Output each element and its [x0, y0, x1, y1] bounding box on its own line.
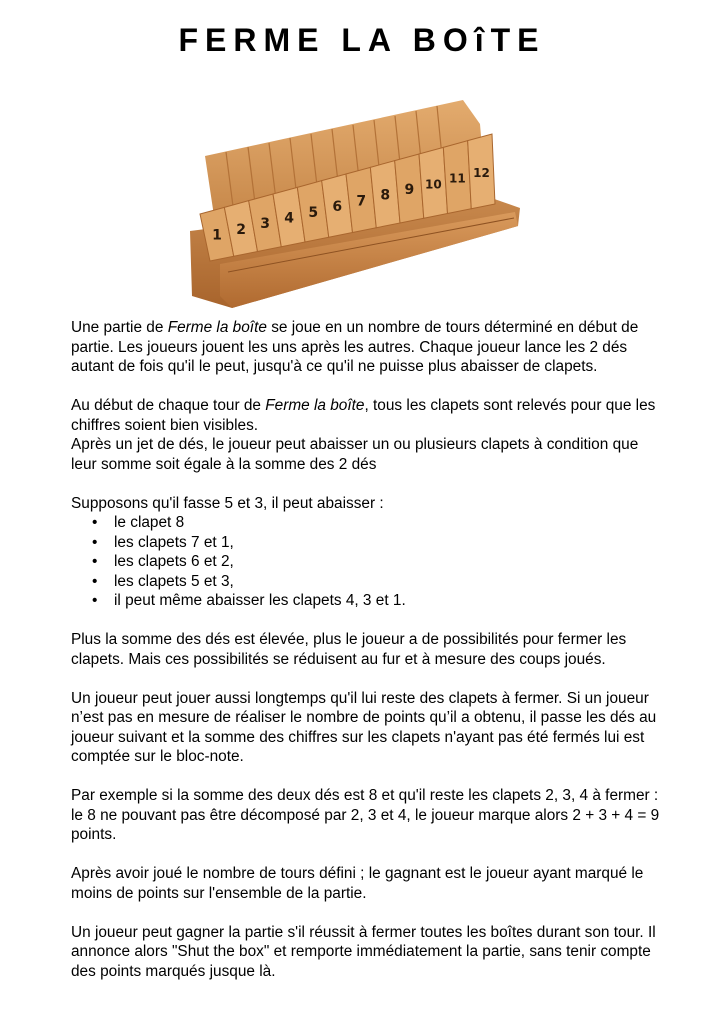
game-name: Ferme la boîte [265, 397, 365, 414]
flap-number: 6 [332, 199, 343, 216]
flap-number: 3 [260, 216, 270, 233]
flap-number: 8 [380, 187, 391, 204]
list-item: • il peut même abaisser les clapets 4, 3 et 1. [71, 591, 661, 611]
flap-number: 4 [284, 210, 294, 227]
list-item: • les clapets 6 et 2, [71, 552, 661, 572]
shut-the-box-photo [180, 96, 525, 311]
paragraph-scoring: Un joueur peut jouer aussi longtemps qu'il lui reste des clapets à fermer. Si un joueur n’est pas en mesure de réaliser le nombre de points qu’il a obtenu, il passe les dés au joueur suivant et la somme des chiffres sur les clapets n'ayant pas été fermés lui est comptée sur le bloc-note. [71, 689, 657, 765]
paragraph-turn-start: Au début de chaque tour de Ferme la boîte, tous les clapets sont relevés pour que les chiffres soient bien visibles. [71, 397, 656, 434]
paragraph-intro: Une partie de Ferme la boîte se joue en un nombre de tours déterminé en début de partie. Les joueurs jouent les uns après les autres. Chaque joueur lance les 2 dés autant de fois qu'il le peut, jusqu'à ce qu'il ne puisse plus abaisser de clapets. [71, 319, 639, 375]
flap-number: 9 [404, 182, 415, 198]
list-item: • les clapets 5 et 3, [71, 572, 661, 592]
flap-number: 7 [356, 193, 367, 210]
flap-number: 12 [473, 165, 490, 180]
flap-number: 11 [449, 171, 466, 186]
paragraph-possibilities: Plus la somme des dés est élevée, plus le joueur a de possibilités pour fermer les clapets. Mais ces possibilités se réduisent au fur et à mesure des coups joués. [71, 631, 627, 668]
paragraph-winner: Après avoir joué le nombre de tours défini ; le gagnant est le joueur ayant marqué le moins de points sur l'ensemble de la partie. [71, 865, 644, 902]
flap-number: 5 [308, 204, 319, 221]
rules-text [71, 318, 661, 1001]
paragraph-example: Par exemple si la somme des deux dés est 8 et qu'il reste les clapets 2, 3, 4 à fermer : le 8 ne pouvant pas être décomposé par 2, 3 et 4, le joueur marque alors 2 + 3 + 4 = 9 points. [71, 787, 660, 843]
list-item: • les clapets 7 et 1, [71, 533, 661, 553]
paragraph-dice-roll: Après un jet de dés, le joueur peut abaisser un ou plusieurs clapets à condition que leur somme soit égale à la somme des 2 dés [71, 436, 639, 473]
flap-number: 2 [236, 221, 246, 238]
game-name: Ferme la boîte [167, 319, 267, 336]
flap-number: 10 [425, 177, 442, 192]
paragraph-shut-the-box: Un joueur peut gagner la partie s'il réussit à fermer toutes les boîtes durant son tour. Il annonce alors "Shut the box" et remporte immédiatement la partie, sans tenir compte des points marqués jusque là. [71, 923, 656, 980]
options-list [71, 513, 661, 611]
list-item: • le clapet 8 [71, 513, 661, 533]
paragraph-example-intro: Supposons qu'il fasse 5 et 3, il peut abaisser : [71, 494, 384, 512]
flap-number: 1 [212, 227, 222, 244]
page-title: FERME LA BOîTE [178, 22, 546, 58]
